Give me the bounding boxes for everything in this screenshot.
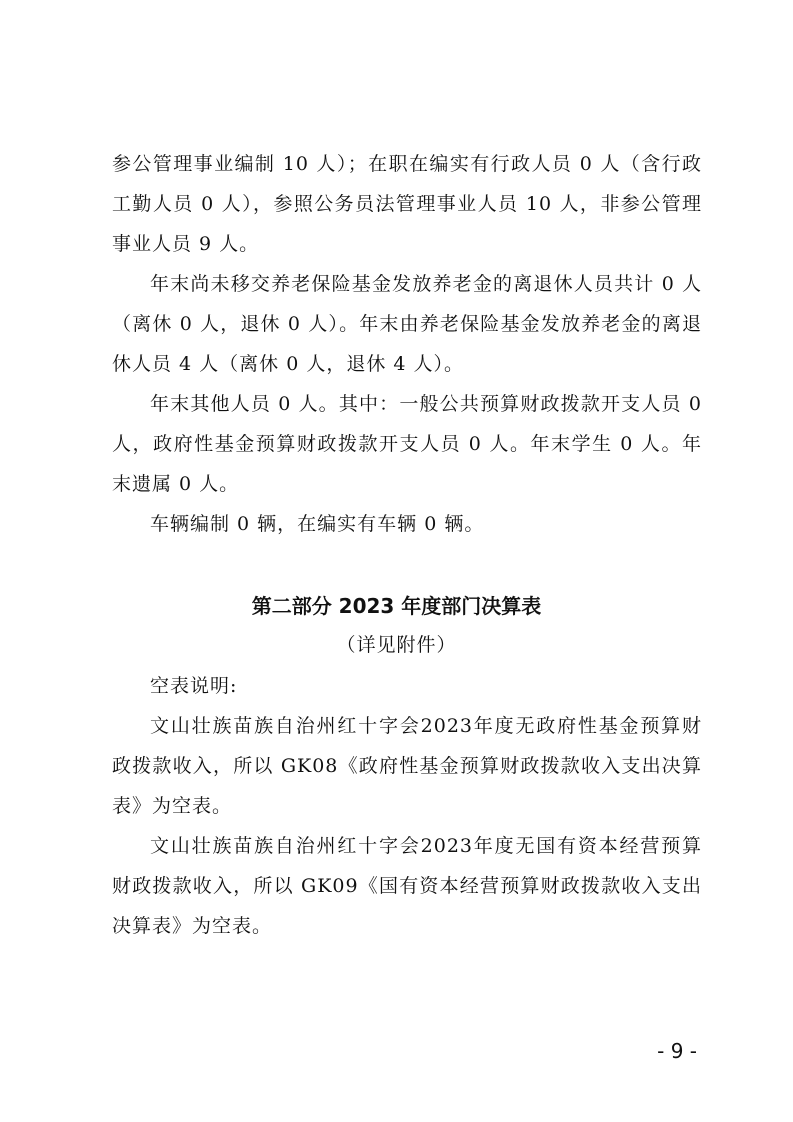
section-subtitle: （详见附件） [336,634,457,656]
paragraph-vehicles: 车辆编制 0 辆，在编实有车辆 0 辆。 [150,513,485,535]
note-gk09: 文山壮族苗族自治州红十字会2023年度无国有资本经营预算财政拨款收入，所以 GK09《国有资本经营预算财政拨款收入支出决算表》为空表。 [112,835,702,937]
empty-table-note-heading: 空表说明: [150,675,238,697]
paragraph-staffing: 参公管理事业编制 10 人）；在职在编实有行政人员 0 人（含行政工勤人员 0 人），参照公务员法管理事业人员 10 人，非参公管理事业人员 9 人。 [112,153,702,255]
page-number: - 9 - [657,1039,697,1063]
section-title: 第二部分 2023 年度部门决算表 [251,594,542,618]
paragraph-other-personnel: 年末其他人员 0 人。其中：一般公共预算财政拨款开支人员 0 人，政府性基金预算财政拨款开支人员 0 人。年末学生 0 人。年末遗属 0 人。 [112,393,702,495]
paragraph-retirees: 年末尚未移交养老保险基金发放养老金的离退休人员共计 0 人（离休 0 人，退休 0 人）。年末由养老保险基金发放养老金的离退休人员 4 人（离休 0 人，退休 4 人）。 [112,273,702,375]
note-gk08: 文山壮族苗族自治州红十字会2023年度无政府性基金预算财政拨款收入，所以 GK08《政府性基金预算财政拨款收入支出决算表》为空表。 [112,715,702,817]
